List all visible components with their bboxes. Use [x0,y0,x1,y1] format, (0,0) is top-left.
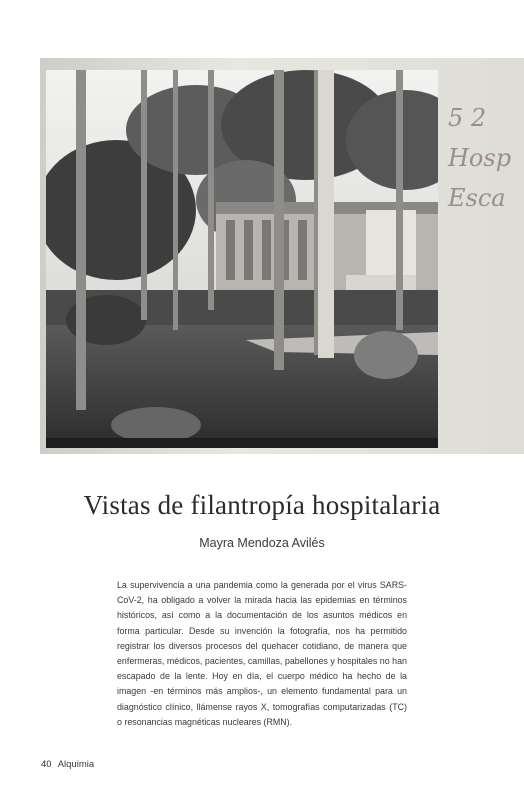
archival-photo-plate [40,58,524,454]
handwriting-line: Hosp [448,144,512,172]
handwritten-annotation [448,98,524,298]
photo-illustration [46,70,438,448]
page-footer [41,759,94,770]
handwriting-line: Esca [448,184,506,212]
hospital-garden-photo [46,70,438,448]
handwriting-line: 5 2 [448,104,487,132]
page-number: 40 [41,759,52,770]
publication-name: Alquimia [57,759,95,770]
article-title: Vistas de filantropía hospitalaria [83,490,441,520]
article-author: Mayra Mendoza Avilés [199,536,325,550]
article-abstract: La supervivencia a una pandemia como la generada por el virus SARS-CoV-2, ha obligado a volver la mirada hacia las epidemias en términos históricos, así como a la documentación de los asuntos médicos en forma particular. Desde su invención la fotografía, nos ha permitido registrar los diversos procesos del quehacer cotidiano, de manera que enfermeras, médicos, pacientes, camillas, pabellones y hospitales no han escapado de la lente. Hoy en día, el cuerpo médico ha hecho de la imagen -en términos más amplios-, un elemento fundamental para un diagnóstico clínico, llámense rayos X, tomografías computarizadas (TC) o resonancias magnéticas nucleares (RMN). [117,580,407,727]
